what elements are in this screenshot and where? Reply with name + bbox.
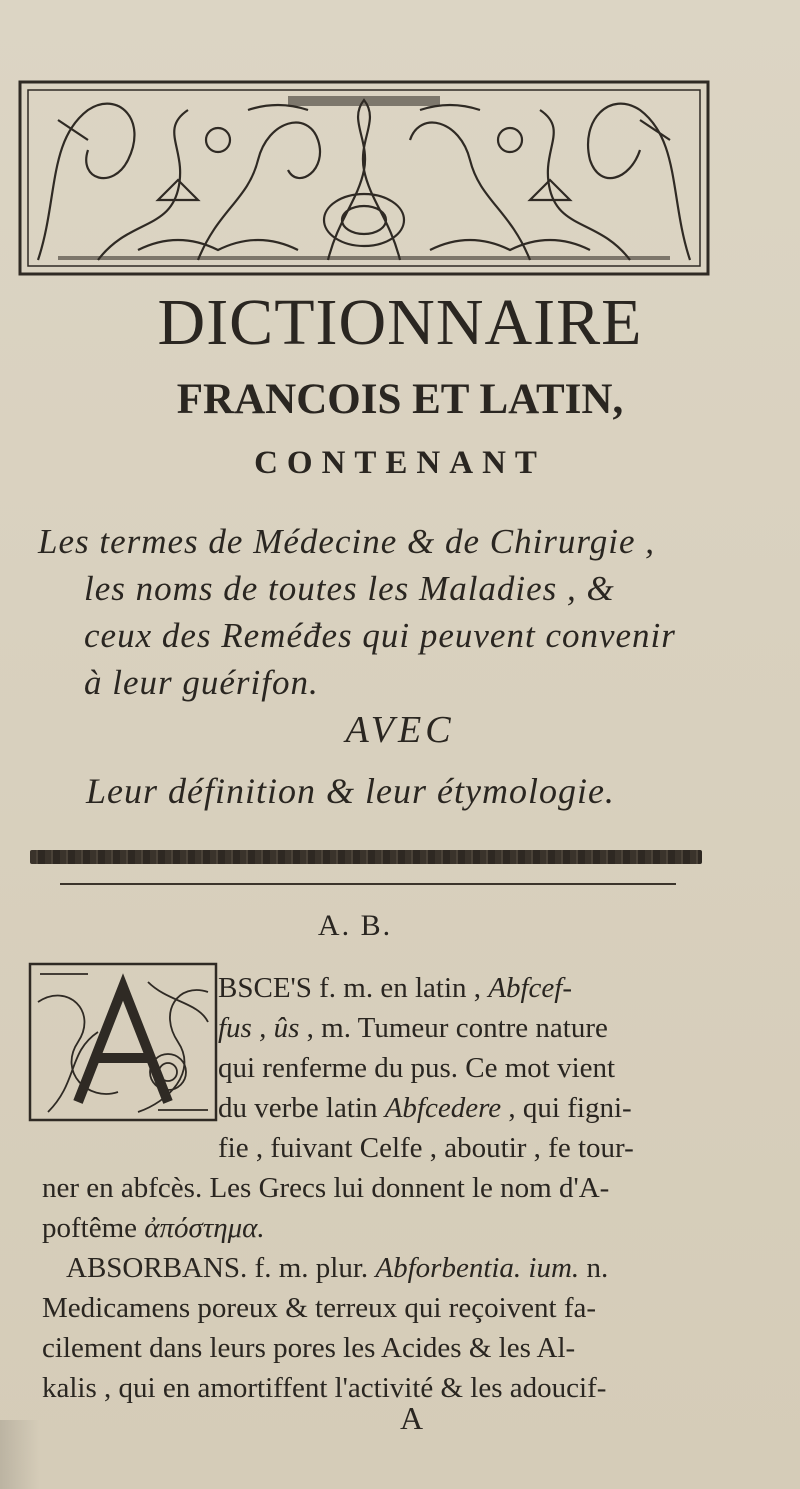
entry-line (218, 1128, 634, 1168)
entry-text: qui renferme du pus. Ce mot vient (218, 1052, 616, 1084)
avec-subtitle: Leur définition & leur étymologie. (86, 771, 615, 811)
section-heading: A. B. (317, 909, 393, 942)
entry-line (42, 1288, 596, 1328)
ornamental-rule (30, 850, 702, 864)
entry-latin: fus , ûs (218, 1012, 300, 1044)
entry-text: cilement dans leurs pores les Acides & les Al- (42, 1332, 576, 1364)
entry-text: ner en abfcès. Les Grecs lui donnent le nom d'A- (42, 1172, 610, 1204)
entry-latin: Abfcef- (488, 972, 572, 1004)
description-line: ceux des Reméđes qui peuvent convenir (84, 616, 676, 655)
book-subtitle: FRANCOIS ET LATIN, (176, 376, 624, 423)
entry-line (218, 1008, 608, 1048)
entry-line (42, 1208, 265, 1248)
entry-line (42, 1328, 575, 1368)
entry-text: du verbe latin (218, 1092, 385, 1124)
avec-heading: AVEC (345, 709, 455, 751)
page-edge-shadow (0, 1420, 40, 1489)
entry-text: , qui figni- (501, 1092, 632, 1124)
entry-text: poftême (42, 1212, 145, 1244)
entry-latin: Abforbentia. ium. (375, 1252, 580, 1284)
entry-line (42, 1168, 609, 1208)
entry-greek: ἀπόστημα. (144, 1212, 265, 1244)
entry-latin: Abfcedere (384, 1092, 502, 1124)
entry-text: ABSORBANS. f. m. plur. (66, 1252, 376, 1284)
title-description (38, 518, 738, 706)
entry-line (42, 1368, 606, 1408)
decorated-initial-a (28, 962, 218, 1122)
description-line: les noms de toutes les Maladies , & (84, 569, 615, 608)
entry-text: , m. Tumeur contre nature (299, 1012, 608, 1044)
contenant-heading: CONTENANT (254, 445, 546, 481)
entry-text: fie , fuivant Celfe , aboutir , fe tour- (218, 1132, 634, 1164)
description-line: à leur guérifon. (84, 663, 319, 702)
entry-line (218, 968, 572, 1008)
entry-line (218, 1048, 615, 1088)
catchword: A (400, 1400, 424, 1436)
entry-text: n. (579, 1252, 609, 1284)
book-title: DICTIONNAIRE (157, 286, 643, 359)
divider-line (60, 883, 676, 885)
entry-line (66, 1248, 608, 1288)
entry-text: Medicamens poreux & terreux qui reçoivent fa- (42, 1292, 597, 1324)
ornamental-headpiece (18, 80, 710, 276)
description-line: Les termes de Médecine & de Chirurgie , (38, 522, 656, 561)
entry-text: BSCE'S f. m. en latin , (218, 972, 489, 1004)
entry-text: kalis , qui en amortiffent l'activité & les adoucif- (42, 1372, 607, 1404)
entry-line (218, 1088, 632, 1128)
